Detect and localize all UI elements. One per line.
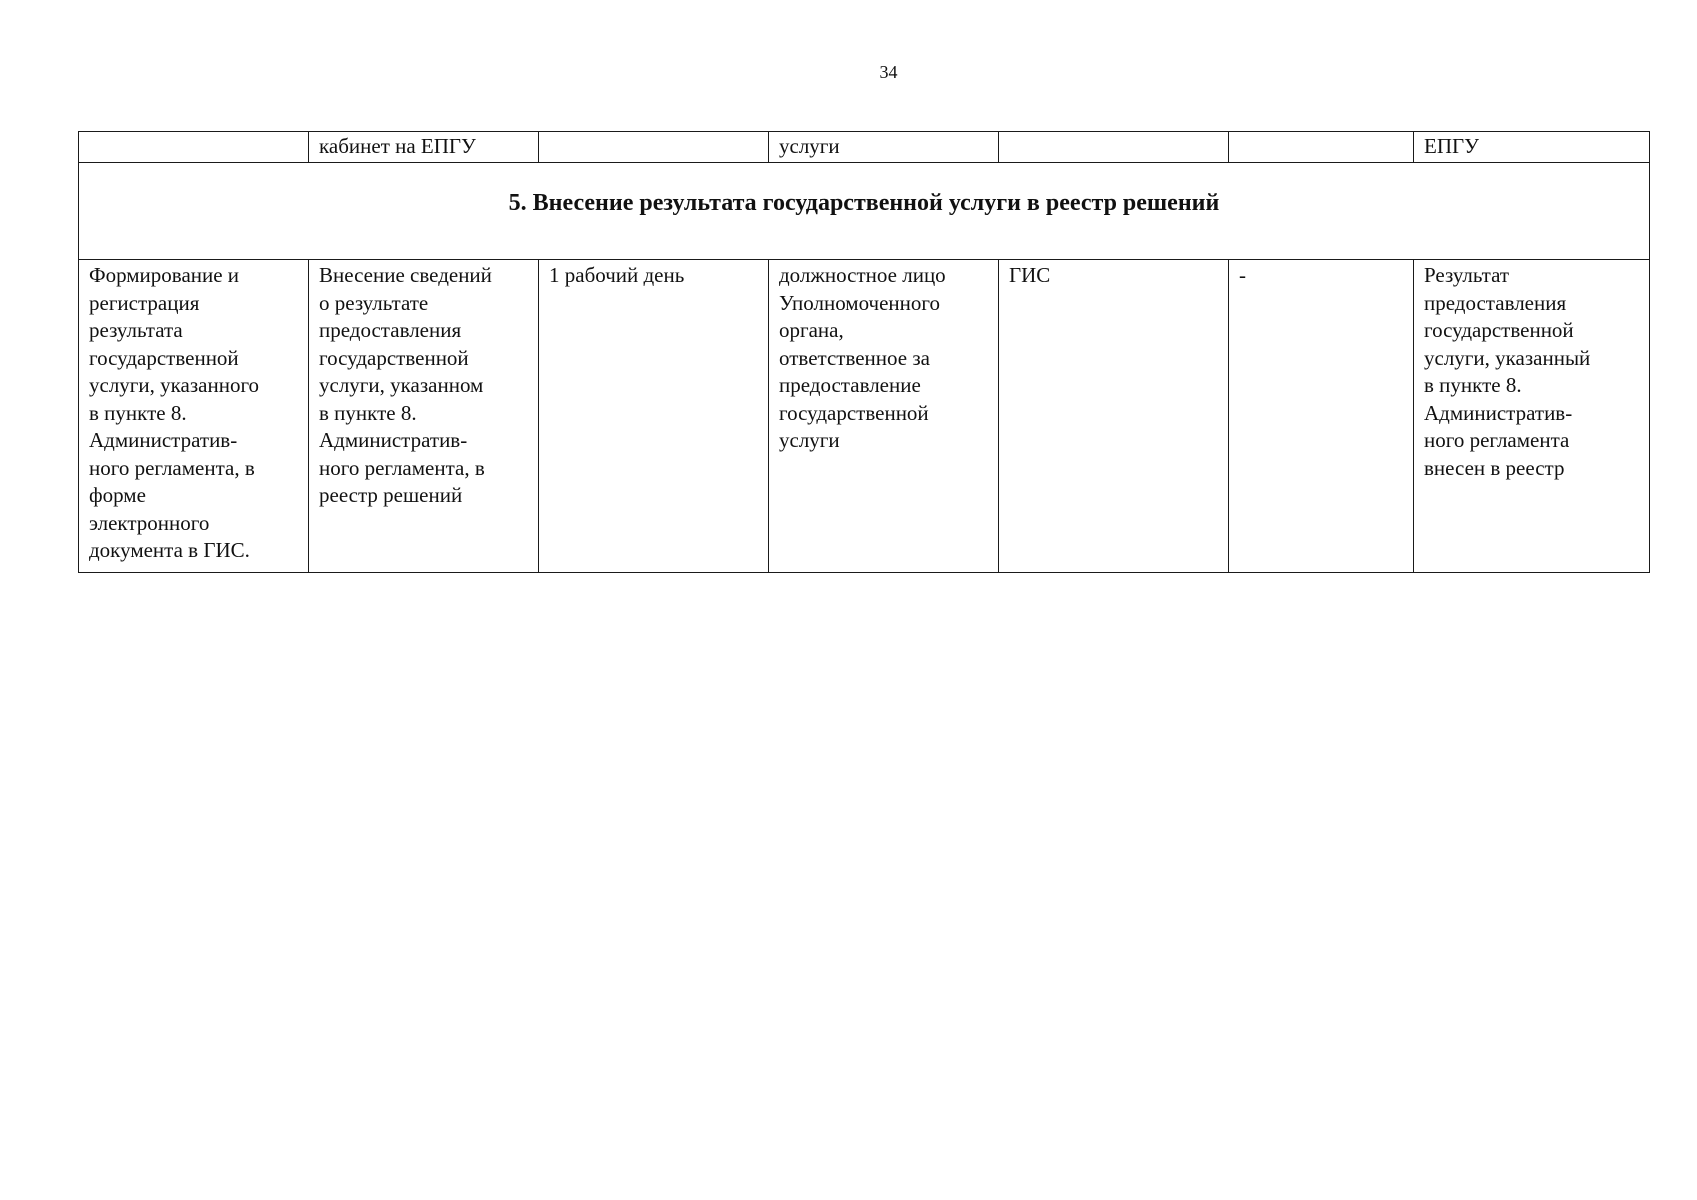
table-cell-responsible: должностное лицо Уполномоченного органа, ответственное за предоставление государственной услуги [769,260,999,573]
table-cell-result: Результат предоставления государственной услуги, указанный в пункте 8. Административ- ного регламента внесен в реестр [1414,260,1650,573]
section-title: 5. Внесение результата государственной услуги в реестр решений [79,163,1650,260]
page-number: 34 [879,62,898,82]
procedure-table [78,131,1650,573]
table-cell: ЕПГУ [1414,132,1650,163]
table-cell [539,132,769,163]
table-cell: кабинет на ЕПГУ [309,132,539,163]
table-cell-duration: 1 рабочий день [539,260,769,573]
table-cell [79,132,309,163]
table-row-section [79,163,1650,260]
table-cell-action: Внесение сведений о результате предоставления государственной услуги, указанном в пункте 8. Административ- ного регламента, в реестр решений [309,260,539,573]
table-cell [1229,132,1414,163]
table-row-continuation [79,132,1650,163]
table-row [79,260,1650,573]
table-cell [999,132,1229,163]
table-cell-procedure: Формирование и регистрация результата государственной услуги, указанного в пункте 8. Административ- ного регламента, в форме электронного документа в ГИС. [79,260,309,573]
table-cell: услуги [769,132,999,163]
table-cell-criteria: - [1229,260,1414,573]
table-cell-system: ГИС [999,260,1229,573]
